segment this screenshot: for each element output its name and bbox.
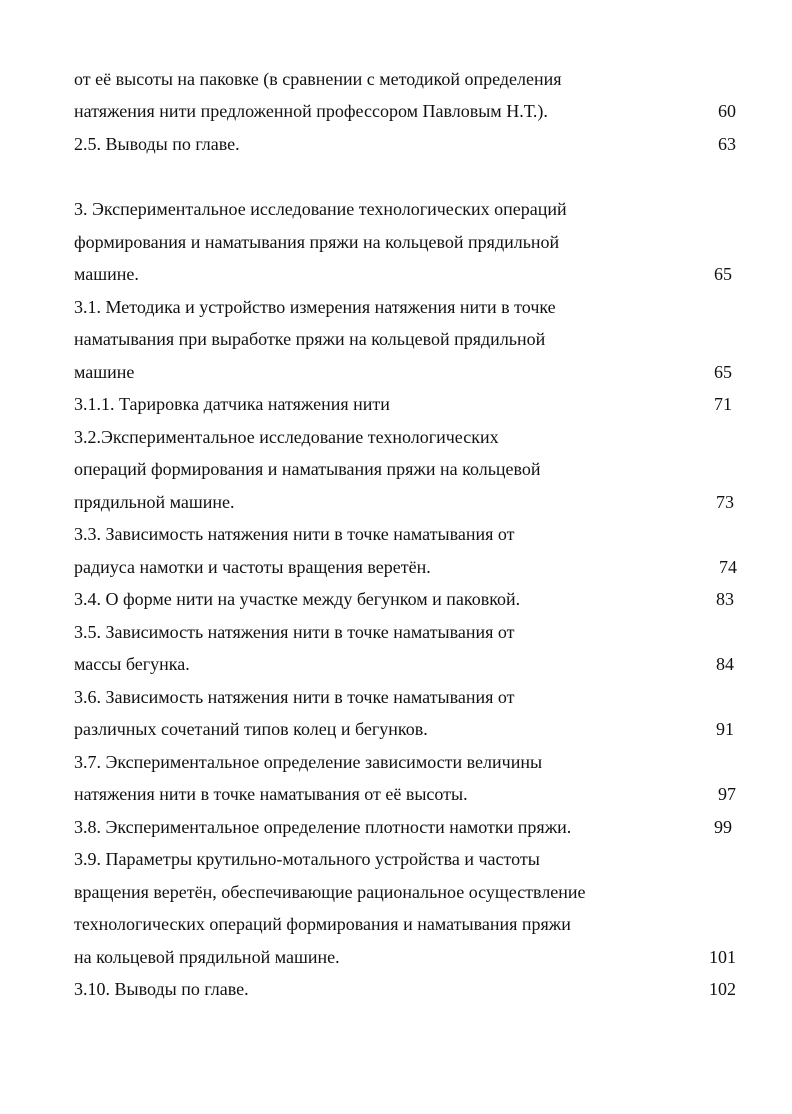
- toc-line: 3.8. Экспериментальное определение плотности намотки пряжи.: [74, 817, 572, 837]
- page-number: 65: [714, 362, 732, 382]
- toc-line: 3.2.Экспериментальное исследование технологических: [74, 427, 499, 447]
- toc-line: операций формирования и наматывания пряжи на кольцевой: [74, 459, 541, 479]
- toc-line: на кольцевой прядильной машине.: [74, 947, 340, 967]
- toc-line: 3.1.1. Тарировка датчика натяжения нити: [74, 394, 390, 414]
- toc-line: 3.5. Зависимость натяжения нити в точке наматывания от: [74, 622, 515, 642]
- toc-line: машине: [74, 362, 135, 382]
- toc-line: 3.10. Выводы по главе.: [74, 979, 249, 999]
- toc-line: формирования и наматывания пряжи на кольцевой прядильной: [74, 232, 560, 252]
- toc-line: радиуса намотки и частоты вращения веретён.: [74, 557, 431, 577]
- toc-line: 3.4. О форме нити на участке между бегунком и паковкой.: [74, 589, 521, 609]
- page-number: 60: [718, 101, 736, 121]
- toc-line: 3.1. Методика и устройство измерения натяжения нити в точке: [74, 297, 556, 317]
- page-number: 63: [718, 134, 736, 154]
- page-number: 97: [718, 784, 736, 804]
- page-number: 91: [716, 719, 734, 739]
- page-number: 74: [719, 557, 737, 577]
- toc-line: технологических операций формирования и наматывания пряжи: [74, 914, 571, 934]
- page-number: 99: [714, 817, 732, 837]
- toc-line: натяжения нити предложенной профессором Павловым Н.Т.).: [74, 101, 548, 121]
- toc-line: 3.6. Зависимость натяжения нити в точке наматывания от: [74, 687, 515, 707]
- page-number: 101: [709, 947, 736, 967]
- toc-line: 3. Экспериментальное исследование технологических операций: [74, 199, 567, 219]
- toc-line: машине.: [74, 264, 139, 284]
- toc-line: 3.7. Экспериментальное определение зависимости величины: [74, 752, 543, 772]
- toc-line: наматывания при выработке пряжи на кольцевой прядильной: [74, 329, 546, 349]
- toc-line: массы бегунка.: [74, 654, 190, 674]
- page-number: 84: [716, 654, 734, 674]
- toc-line: 3.3. Зависимость натяжения нити в точке наматывания от: [74, 524, 515, 544]
- toc-line: прядильной машине.: [74, 492, 235, 512]
- toc-line: вращения веретён, обеспечивающие рациональное осуществление: [74, 882, 586, 902]
- toc-line: натяжения нити в точке наматывания от её высоты.: [74, 784, 468, 804]
- toc-line: 3.9. Параметры крутильно-мотального устройства и частоты: [74, 849, 540, 869]
- toc-line: 2.5. Выводы по главе.: [74, 134, 240, 154]
- page-number: 71: [714, 394, 732, 414]
- page-number: 73: [716, 492, 734, 512]
- page-number: 65: [714, 264, 732, 284]
- toc-line: от её высоты на паковке (в сравнении с методикой определения: [74, 69, 562, 89]
- page-number: 102: [709, 979, 736, 999]
- toc-line: различных сочетаний типов колец и бегунков.: [74, 719, 428, 739]
- page-number: 83: [716, 589, 734, 609]
